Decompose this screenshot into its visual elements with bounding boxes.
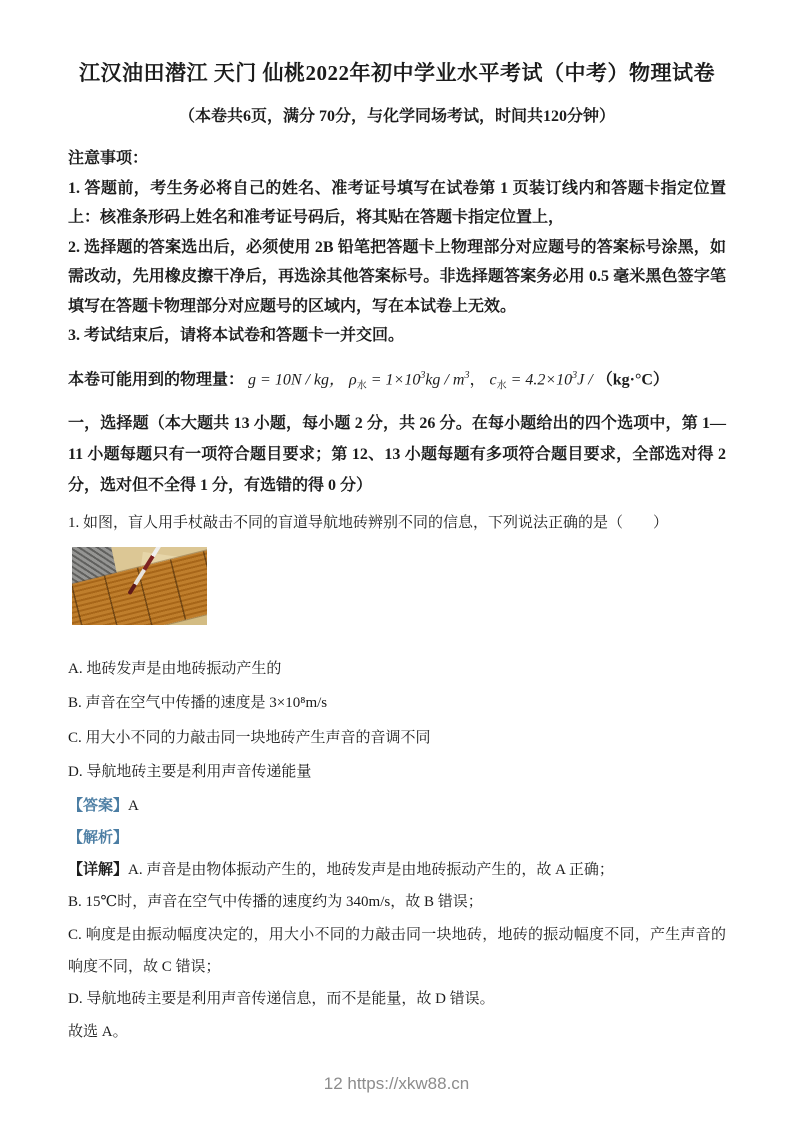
physical-quantities-label: 本卷可能用到的物理量： — [68, 370, 245, 388]
analysis-label: 【解析】 — [68, 829, 129, 846]
specific-heat-unit: J / — [577, 370, 597, 388]
gravity-constant: g = 10N / kg， — [248, 370, 346, 388]
option-c: C. 用大小不同的力敲击同一块地砖产生声音的音调不同 — [68, 729, 431, 746]
density-unit-exponent: 3 — [464, 369, 470, 381]
detail-line-a — [68, 854, 726, 886]
specific-heat-symbol: c — [489, 370, 497, 388]
section-1-heading: 一，选择题（本大题共 13 小题，每小题 2 分，共 26 分。在每小题给出的四个选项中，第 1—11 小题每题只有一项符合题目要求；第 12、13 小题每题有多项符合题目要求，全部选对得 2 分，选对但不全得 1 分，有选错的得 0 分） — [68, 415, 726, 495]
question-1-stem: 1. 如图，盲人用手杖敲击不同的盲道导航地砖辨别不同的信息，下列说法正确的是（ ） — [68, 515, 669, 532]
question-1-photo-tactile-paving — [72, 547, 207, 625]
density-unit: kg / m — [425, 370, 465, 388]
density-value: = 1×10 — [366, 370, 421, 388]
detail-line-d: D. 导航地砖主要是利用声音传递信息，而不是能量，故 D 错误。 — [68, 991, 495, 1008]
option-b: B. 声音在空气中传播的速度是 3×10⁸m/s — [68, 695, 328, 712]
page-subtitle: （本卷共6页，满分 70分，与化学同场考试，时间共120分钟） — [178, 108, 615, 125]
density-subscript: 水 — [356, 380, 367, 392]
notice-heading: 注意事项： — [68, 150, 149, 167]
specific-heat-unit-paren: （kg·°C） — [596, 370, 669, 388]
conclusion-line: 故选 A。 — [68, 1023, 128, 1040]
notice-item-3: 3. 考试结束后，请将本试卷和答题卡一并交回。 — [68, 327, 405, 344]
analysis-line — [68, 822, 726, 854]
density-symbol: ρ — [349, 370, 357, 388]
specific-heat-subscript: 水 — [496, 380, 507, 392]
detail-text-a: A. 声音是由物体振动产生的，地砖发声是由地砖振动产生的，故 A 正确； — [128, 862, 614, 879]
question-1-answer-block — [68, 790, 726, 1048]
notice-item-1: 1. 答题前，考生务必将自己的姓名、准考证号填写在试卷第 1 页装订线内和答题卡指定位置上：核准条形码上姓名和准考证号码后，将其贴在答题卡指定位置上， — [68, 179, 726, 226]
physical-quantities-line — [68, 356, 726, 407]
detail-line-c: C. 响度是由振动幅度决定的，用大小不同的力敲击同一块地砖，地砖的振动幅度不同，产生声音的响度不同，故 C 错误； — [68, 926, 726, 975]
detail-line-b: B. 15℃时，声音在空气中传播的速度约为 340m/s，故 B 错误； — [68, 894, 483, 911]
answer-line — [68, 790, 726, 822]
specific-heat-exponent: 3 — [572, 369, 578, 381]
option-d: D. 导航地砖主要是利用声音传递能量 — [68, 764, 312, 781]
option-a: A. 地砖发声是由地砖振动产生的 — [68, 660, 282, 677]
answer-value: A — [128, 797, 139, 814]
page-title: 江汉油田潜江 天门 仙桃2022年初中学业水平考试（中考）物理试卷 — [79, 61, 715, 85]
detail-label: 【详解】 — [68, 862, 129, 879]
separator: ， — [469, 370, 486, 388]
question-1-options — [68, 652, 726, 790]
answer-label: 【答案】 — [68, 797, 129, 814]
footer-page-number-and-url[interactable]: 12 https://xkw88.cn — [323, 1074, 470, 1093]
specific-heat-value: = 4.2×10 — [506, 370, 573, 388]
page-content — [68, 56, 726, 1048]
notice-item-2: 2. 选择题的答案选出后，必须使用 2B 铅笔把答题卡上物理部分对应题号的答案标号涂黑，如需改动，先用橡皮擦干净后，再选涂其他答案标号。非选择题答案务必用 0.5 毫米黑色签字笔填写在答题卡物理部分对应题号的区域内，写在本试卷上无效。 — [68, 238, 726, 315]
density-exponent: 3 — [420, 369, 426, 381]
